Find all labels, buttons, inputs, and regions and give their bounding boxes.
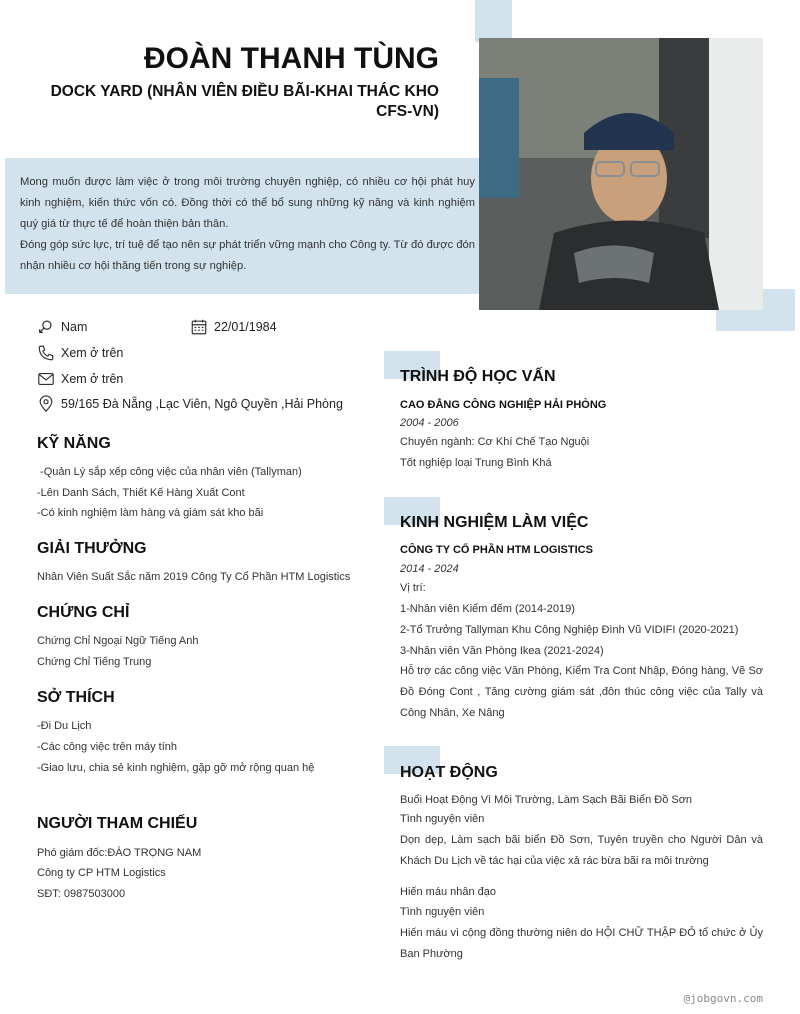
- certificate-item: Chứng Chỉ Ngoại Ngữ Tiếng Anh: [37, 635, 199, 647]
- skills-title: KỸ NĂNG: [37, 435, 111, 452]
- email-value: Xem ở trên: [61, 372, 124, 386]
- experience-period: 2014 - 2024: [400, 563, 459, 575]
- hobby-item: -Đi Du Lịch: [37, 720, 92, 732]
- activity-name: Hiến máu nhân đạo: [400, 886, 497, 898]
- company-name: CÔNG TY CỔ PHẦN HTM LOGISTICS: [400, 544, 593, 556]
- school-name: CAO ĐẲNG CÔNG NGHIỆP HẢI PHÒNG: [400, 399, 607, 411]
- role-item: 2-Tổ Trưởng Tallyman Khu Công Nghiệp Đình Vũ VIDIFI (2020-2021): [400, 624, 739, 636]
- activities-title: HOẠT ĐỘNG: [400, 764, 498, 781]
- dob-info: [190, 318, 277, 336]
- education-major: Chuyên ngành: Cơ Khí Chế Tạo Nguội: [400, 436, 590, 448]
- skill-item: -Có kinh nghiệm làm hàng và giám sát kho bãi: [37, 507, 264, 519]
- references-title: NGƯỜI THAM CHIẾU: [37, 815, 198, 832]
- hobby-item: -Giao lưu, chia sẻ kinh nghiệm, gặp gỡ mở rộng quan hệ: [37, 762, 315, 774]
- career-objective: [20, 172, 475, 277]
- role-item: 1-Nhân viên Kiểm đếm (2014-2019): [400, 603, 575, 615]
- experience-description: Hỗ trợ các công việc Văn Phòng, Kiểm Tra Cont Nhập, Đóng hàng, Vẽ Sơ Đồ Đóng Cont , Tăng cường giám sát ,đôn thúc công việc của Tally và Công Nhân, Xe Nâng: [400, 665, 763, 719]
- role-item: 3-Nhân viên Văn Phòng Ikea (2021-2024): [400, 645, 604, 657]
- activity-role: Tình nguyện viên: [400, 906, 485, 918]
- objective-paragraph: Đóng góp sức lực, trí tuệ để tạo nên sự phát triển vững mạnh cho Công ty. Từ đó được đón nhận nhiều cơ hội thăng tiến trong sự nghiệp.: [20, 239, 475, 272]
- location-pin-icon: [37, 395, 55, 413]
- education-grade: Tốt nghiệp loại Trung Bình Khá: [400, 457, 552, 469]
- dob-value: 22/01/1984: [214, 320, 277, 334]
- calendar-icon: [190, 318, 208, 336]
- address-value: 59/165 Đà Nẵng ,Lạc Viên, Ngô Quyền ,Hải Phòng: [61, 397, 343, 411]
- gender-info: [37, 318, 87, 336]
- email-info: [37, 370, 123, 388]
- skill-item: -Quản Lý sắp xếp công việc của nhân viên (Tallyman): [37, 466, 302, 478]
- gender-value: Nam: [61, 320, 88, 334]
- reference-item: Phó giám đốc:ĐÀO TRỌNG NAM: [37, 847, 202, 859]
- objective-paragraph: Mong muốn được làm việc ở trong môi trường chuyên nghiệp, có nhiều cơ hội phát huy kinh nghiệm, kiến thức vốn có. Đồng thời có thể bổ sung những kỹ năng và kinh nghiệm quý giá từ thực tế để hoàn thiện bản thân.: [20, 176, 475, 230]
- education-title: TRÌNH ĐỘ HỌC VẤN: [400, 368, 556, 385]
- address-info: [37, 395, 343, 413]
- activity-description: Hiến máu vì cộng đồng thường niên do HỘI CHỮ THẬP ĐỎ tổ chức ở Ủy Ban Phường: [400, 927, 763, 960]
- hobby-item: -Các công việc trên máy tính: [37, 741, 178, 753]
- role-label: Vị trí:: [400, 582, 426, 594]
- certificate-item: Chứng Chỉ Tiếng Trung: [37, 656, 152, 668]
- phone-icon: [37, 344, 55, 362]
- watermark: @jobgovn.com: [683, 992, 763, 1005]
- skill-item: -Lên Danh Sách, Thiết Kế Hàng Xuất Cont: [37, 487, 245, 499]
- phone-info: [37, 344, 123, 362]
- email-icon: [37, 370, 55, 388]
- awards-title: GIẢI THƯỞNG: [37, 540, 147, 557]
- activity-name: Buổi Hoạt Động Vì Môi Trường, Làm Sạch Bãi Biển Đồ Sơn: [400, 794, 693, 806]
- candidate-position: DOCK YARD (NHÂN VIÊN ĐIỀU BÃI-KHAI THÁC KHO CFS-VN): [50, 83, 439, 120]
- hobbies-title: SỞ THÍCH: [37, 689, 115, 706]
- certificates-title: CHỨNG CHỈ: [37, 604, 130, 621]
- candidate-name: ĐOÀN THANH TÙNG: [144, 42, 439, 75]
- experience-title: KINH NGHIỆM LÀM VIỆC: [400, 514, 589, 531]
- activity-role: Tình nguyện viên: [400, 813, 485, 825]
- activity-description: Dọn dẹp, Làm sạch bãi biển Đồ Sơn, Tuyên truyền cho Người Dân và Khách Du Lịch về tác hại của việc xả rác bừa bãi ra môi trường: [400, 834, 763, 867]
- education-period: 2004 - 2006: [400, 417, 459, 429]
- reference-item: SĐT: 0987503000: [37, 888, 126, 900]
- award-item: Nhân Viên Suất Sắc năm 2019 Công Ty Cổ Phần HTM Logistics: [37, 571, 351, 583]
- phone-value: Xem ở trên: [61, 346, 124, 360]
- gender-icon: [37, 318, 55, 336]
- profile-photo: [479, 38, 763, 310]
- reference-item: Công ty CP HTM Logistics: [37, 867, 166, 879]
- accent-block-top: [475, 0, 512, 42]
